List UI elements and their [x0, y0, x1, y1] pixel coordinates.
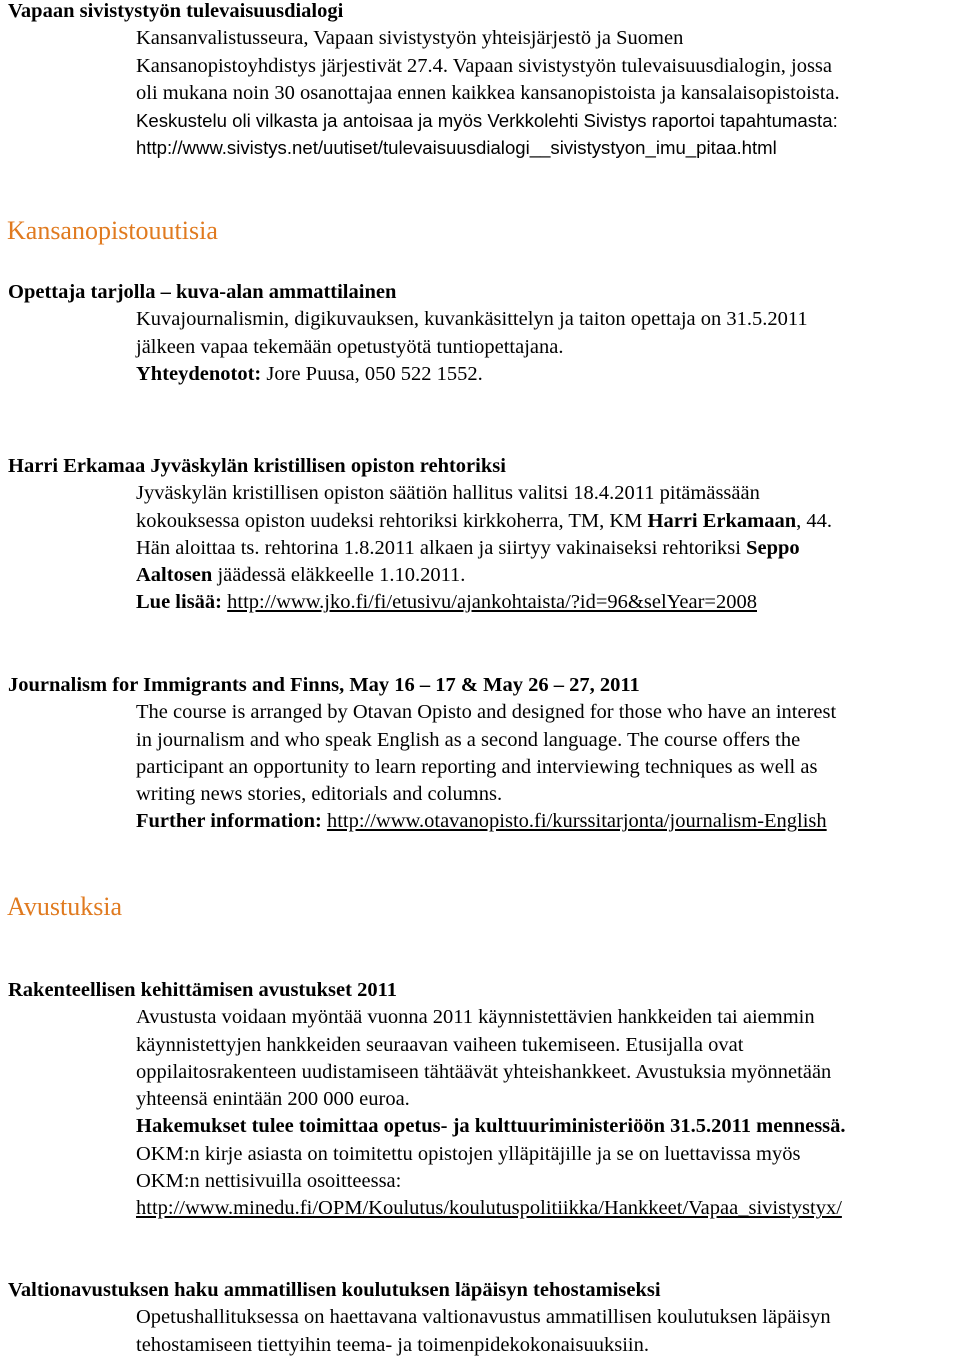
- paragraph-line: OKM:n nettisivuilla osoitteessa:: [136, 1170, 402, 1193]
- article-journalism-course: [8, 672, 958, 836]
- contact-label: Yhteydenotot:: [136, 362, 262, 385]
- sivistys-link[interactable]: http://www.sivistys.net/uutiset/tulevaisuusdialogi__sivistystyon_imu_pitaa.html: [136, 137, 777, 159]
- paragraph-line: tehostamiseen tiettyihin teema- ja toimenpidekokonaisuuksiin.: [136, 1333, 649, 1356]
- further-info-label: Further information:: [136, 810, 322, 833]
- article-title: Valtionavustuksen haku ammatillisen koulutuksen läpäisyn tehostamiseksi: [8, 1279, 661, 1301]
- paragraph-line: Avustusta voidaan myöntää vuonna 2011 käynnistettävien hankkeiden tai aiemmin: [136, 1006, 815, 1029]
- article-title: Vapaan sivistystyön tulevaisuusdialogi: [8, 0, 344, 22]
- article-title: Opettaja tarjolla – kuva-alan ammattilainen: [8, 281, 397, 303]
- article-valtionavustus: [8, 1277, 958, 1359]
- paragraph-text: jäädessä eläkkeelle 1.10.2011.: [212, 564, 466, 587]
- paragraph-line: Opetushallituksessa on haettavana valtionavustus ammatillisen koulutuksen läpäisyn: [136, 1306, 831, 1329]
- minedu-link[interactable]: http://www.minedu.fi/OPM/Koulutus/koulutuspolitiikka/Hankkeet/Vapaa_sivistystyx/: [136, 1197, 842, 1220]
- article-title: Rakenteellisen kehittämisen avustukset 2011: [8, 979, 397, 1001]
- paragraph-line: Kansanopistoyhdistys järjestivät 27.4. Vapaan sivistystyön tulevaisuusdialogin, jossa: [136, 54, 832, 77]
- paragraph-line: in journalism and who speak English as a second language. The course offers the: [136, 728, 801, 751]
- paragraph-line: writing news stories, editorials and columns.: [136, 783, 503, 806]
- paragraph-line: oli mukana noin 30 osanottajaa ennen kaikkea kansanopistoista ja kansalaisopistoista.: [136, 81, 840, 104]
- contact-info: Jore Puusa, 050 522 1552.: [261, 362, 483, 385]
- paragraph-text: Hän aloittaa ts. rehtorina 1.8.2011 alkaen ja siirtyy vakinaiseksi rehtoriksi: [136, 536, 747, 559]
- paragraph-line: Keskustelu oli vilkasta ja antoisaa ja myös Verkkolehti Sivistys raportoi tapahtumasta:: [136, 110, 838, 132]
- paragraph-line: Kuvajournalismin, digikuvauksen, kuvankäsittelyn ja taiton opettaja on 31.5.2011: [136, 308, 808, 331]
- name-harri-erkamaan: Harri Erkamaan: [647, 509, 797, 532]
- section-heading-avustuksia: Avustuksia: [7, 892, 123, 921]
- read-more-label: Lue lisää:: [136, 591, 222, 614]
- paragraph-line: OKM:n kirje asiasta on toimitettu opistojen ylläpitäjille ja se on luettavissa myös: [136, 1142, 801, 1165]
- article-title: Journalism for Immigrants and Finns, May 16 – 17 & May 26 – 27, 2011: [8, 674, 640, 696]
- jko-link[interactable]: http://www.jko.fi/fi/etusivu/ajankohtaista/?id=96&selYear=2008: [227, 591, 757, 614]
- article-opettaja-tarjolla: [8, 279, 958, 388]
- paragraph-text: kokouksessa opiston uudeksi rehtoriksi kirkkoherra, TM, KM: [136, 509, 648, 532]
- article-title: Harri Erkamaa Jyväskylän kristillisen opiston rehtoriksi: [8, 455, 506, 477]
- paragraph-line: The course is arranged by Otavan Opisto and designed for those who have an interest: [136, 701, 837, 724]
- paragraph-line: Jyväskylän kristillisen opiston säätiön hallitus valitsi 18.4.2011 pitämässään: [136, 482, 760, 505]
- paragraph-line: käynnistettyjen hankkeiden seuraavan vaiheen tukemiseen. Etusijalla ovat: [136, 1033, 744, 1056]
- paragraph-line: jälkeen vapaa tekemään opetustyötä tuntiopettajana.: [136, 335, 564, 358]
- paragraph-line: participant an opportunity to learn reporting and interviewing techniques as well as: [136, 755, 818, 778]
- section-heading-kansanopistouutisia: Kansanopistouutisia: [7, 216, 218, 245]
- deadline-notice: Hakemukset tulee toimittaa opetus- ja kulttuuriministeriöön 31.5.2011 mennessä.: [136, 1115, 846, 1138]
- article-tulevaisuusdialogi: [8, 0, 958, 162]
- article-rakenteellisen-kehittamisen: [8, 977, 958, 1223]
- name-aaltosen: Aaltosen: [136, 564, 213, 587]
- paragraph-line: yhteensä enintään 200 000 euroa.: [136, 1088, 410, 1111]
- paragraph-text: , 44.: [796, 509, 832, 532]
- name-seppo: Seppo: [746, 536, 800, 559]
- article-harri-erkamaa: [8, 453, 958, 617]
- paragraph-line: oppilaitosrakenteen uudistamiseen tähtäävät yhteishankkeet. Avustuksia myönnetään: [136, 1060, 832, 1083]
- paragraph-line: Kansanvalistusseura, Vapaan sivistystyön yhteisjärjestö ja Suomen: [136, 27, 684, 50]
- otavanopisto-link[interactable]: http://www.otavanopisto.fi/kurssitarjonta/journalism-English: [326, 810, 827, 833]
